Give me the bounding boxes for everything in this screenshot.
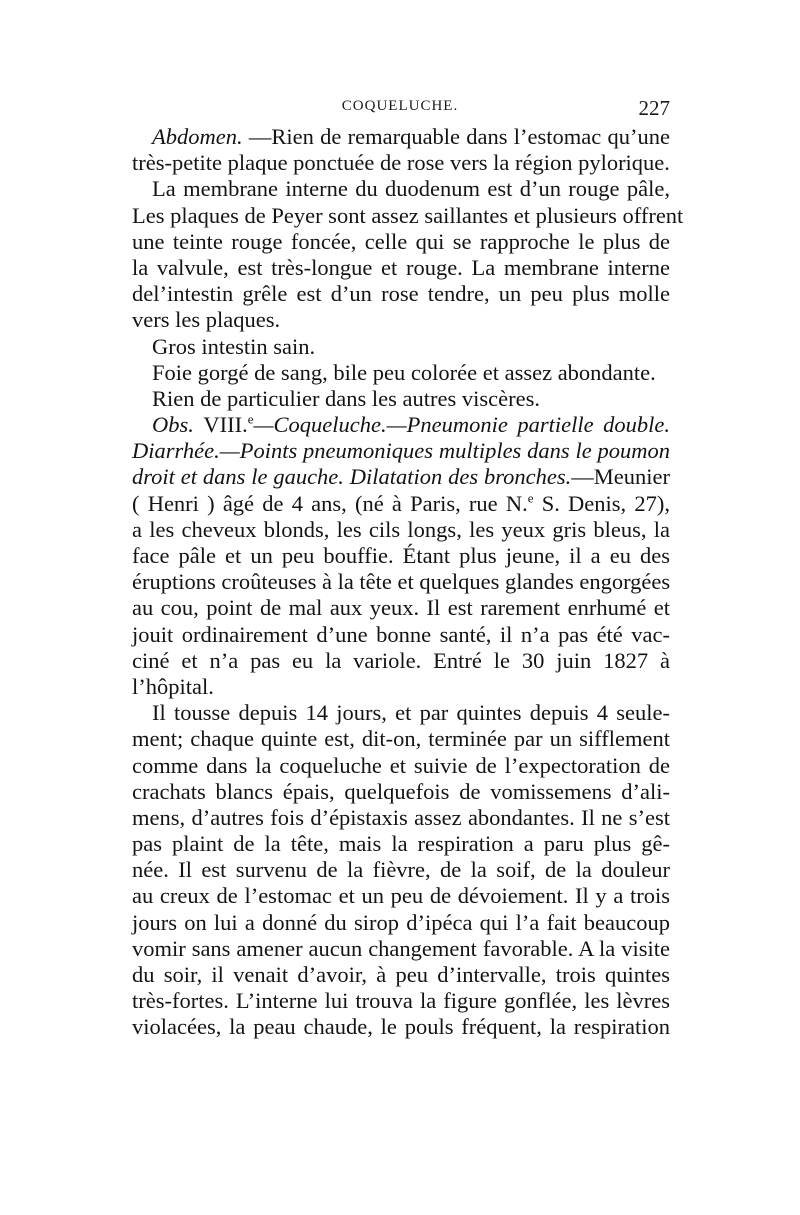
text-line — [132, 988, 670, 1014]
text-line — [132, 229, 670, 255]
text-line — [132, 805, 670, 831]
text-span: Rien de particulier dans les autres viscères. — [152, 385, 540, 411]
text-span: Foie gorgé de sang, bile peu colorée et assez abondante. — [152, 359, 656, 385]
text-span: crachats blancs épais, quelquefois de vomissemens d’ali- — [132, 778, 670, 804]
text-span: a les cheveux blonds, les cils longs, les yeux gris bleus, la — [132, 516, 670, 542]
text-line — [132, 831, 670, 857]
text-line — [132, 595, 670, 621]
text-span: très-petite plaque ponctuée de rose vers la région pylorique. — [132, 150, 670, 176]
text-line — [132, 543, 670, 569]
text-span: jouit ordinairement d’une bonne santé, il n’a pas été vac- — [132, 621, 670, 647]
text-span: une teinte rouge foncée, celle qui se rapproche le plus de — [132, 228, 670, 254]
text-span: mens, d’autres fois d’épistaxis assez abondantes. Il ne s’est — [132, 804, 670, 830]
text-span: vomir sans amener aucun changement favorable. A la visite — [132, 935, 670, 961]
text-span: VIII. — [203, 412, 248, 438]
text-span: ment; chaque quinte est, dit-on, terminée par un sifflement — [132, 726, 670, 752]
text-line — [132, 334, 670, 360]
text-span: vers les plaques. — [132, 307, 281, 333]
text-span: la valvule, est très-longue et rouge. La membrane interne — [132, 254, 670, 280]
text-span: face pâle et un peu bouffie. Étant plus jeune, il a eu des — [132, 543, 670, 568]
text-span: Les plaques de Peyer sont assez saillantes et plusieurs offrent — [132, 202, 684, 228]
text-line — [132, 307, 670, 333]
text-line — [132, 674, 670, 700]
text-line — [132, 491, 670, 517]
text-span: La membrane interne du duodenum est d’un rouge pâle, — [152, 176, 670, 202]
body-text — [132, 124, 684, 1041]
text-line — [132, 360, 670, 386]
text-span: éruptions croûteuses à la tête et quelques glandes engorgées — [132, 569, 671, 595]
text-span: Gros intestin sain. — [152, 333, 316, 359]
text-line — [132, 386, 670, 412]
page-number: 227 — [638, 96, 670, 120]
text-line — [132, 464, 670, 490]
text-line — [132, 569, 670, 595]
italic-text: droit et dans le gauche. Dilatation des bronches. — [132, 464, 572, 490]
text-line — [132, 255, 670, 281]
text-line — [132, 622, 670, 648]
text-line — [132, 281, 670, 307]
text-span: ( Henri ) âgé de 4 ans, (né à Paris, rue N. — [132, 490, 528, 516]
text-line — [132, 753, 670, 779]
italic-text: —Coqueluche.—Pneumonie partielle double. — [253, 412, 670, 438]
text-line — [132, 857, 670, 883]
text-span: del’intestin grêle est d’un rose tendre, un peu plus molle — [132, 281, 670, 307]
text-line — [132, 517, 670, 543]
text-line — [132, 726, 670, 752]
text-line — [132, 648, 670, 674]
text-line — [132, 150, 670, 176]
text-line — [132, 936, 670, 962]
running-head: COQUELUCHE. — [341, 98, 459, 114]
text-span: —Meunier — [571, 464, 670, 490]
text-span: S. Denis, 27), — [533, 490, 670, 516]
text-span: comme dans la coqueluche et suivie de l’expectoration de — [132, 752, 670, 778]
superscript: e — [247, 411, 254, 427]
page-header — [130, 98, 670, 122]
text-span: violacées, la peau chaude, le pouls fréquent, la respiration — [132, 1014, 670, 1040]
text-line — [132, 1014, 670, 1040]
text-span: au creux de l’estomac et un peu de dévoiement. Il y a trois — [132, 883, 670, 909]
superscript: e — [527, 490, 534, 506]
text-line — [132, 438, 670, 464]
text-span: pas plaint de la tête, mais la respiration a paru plus gê- — [132, 831, 670, 857]
text-span: Il tousse depuis 14 jours, et par quintes depuis 4 seule- — [152, 700, 670, 726]
text-line — [132, 124, 670, 150]
text-span: née. Il est survenu de la fièvre, de la soif, de la douleur — [132, 857, 670, 883]
text-span: du soir, il venait d’avoir, à peu d’intervalle, trois quintes — [132, 962, 670, 987]
text-span: au cou, point de mal aux yeux. Il est rarement enrhumé et — [132, 595, 670, 621]
text-line — [132, 176, 670, 202]
text-line — [132, 700, 670, 726]
text-line — [132, 412, 670, 438]
italic-text: Diarrhée.—Points pneumoniques multiples dans le poumon — [132, 438, 670, 464]
italic-text: Obs. — [152, 412, 204, 438]
text-line — [132, 779, 670, 805]
text-line — [132, 883, 670, 909]
text-line — [132, 910, 670, 936]
text-span: ciné et n’a pas eu la variole. Entré le 30 juin 1827 à — [132, 647, 670, 673]
text-span: très-fortes. L’interne lui trouva la figure gonflée, les lèvres — [132, 988, 670, 1014]
text-line — [132, 962, 670, 988]
text-span: l’hôpital. — [132, 673, 214, 699]
text-span: —Rien de remarquable dans l’estomac qu’une — [242, 124, 670, 149]
text-line — [132, 202, 684, 229]
italic-text: Abdomen. — [152, 124, 243, 149]
text-span: jours on lui a donné du sirop d’ipéca qui l’a fait beaucoup — [132, 909, 670, 935]
